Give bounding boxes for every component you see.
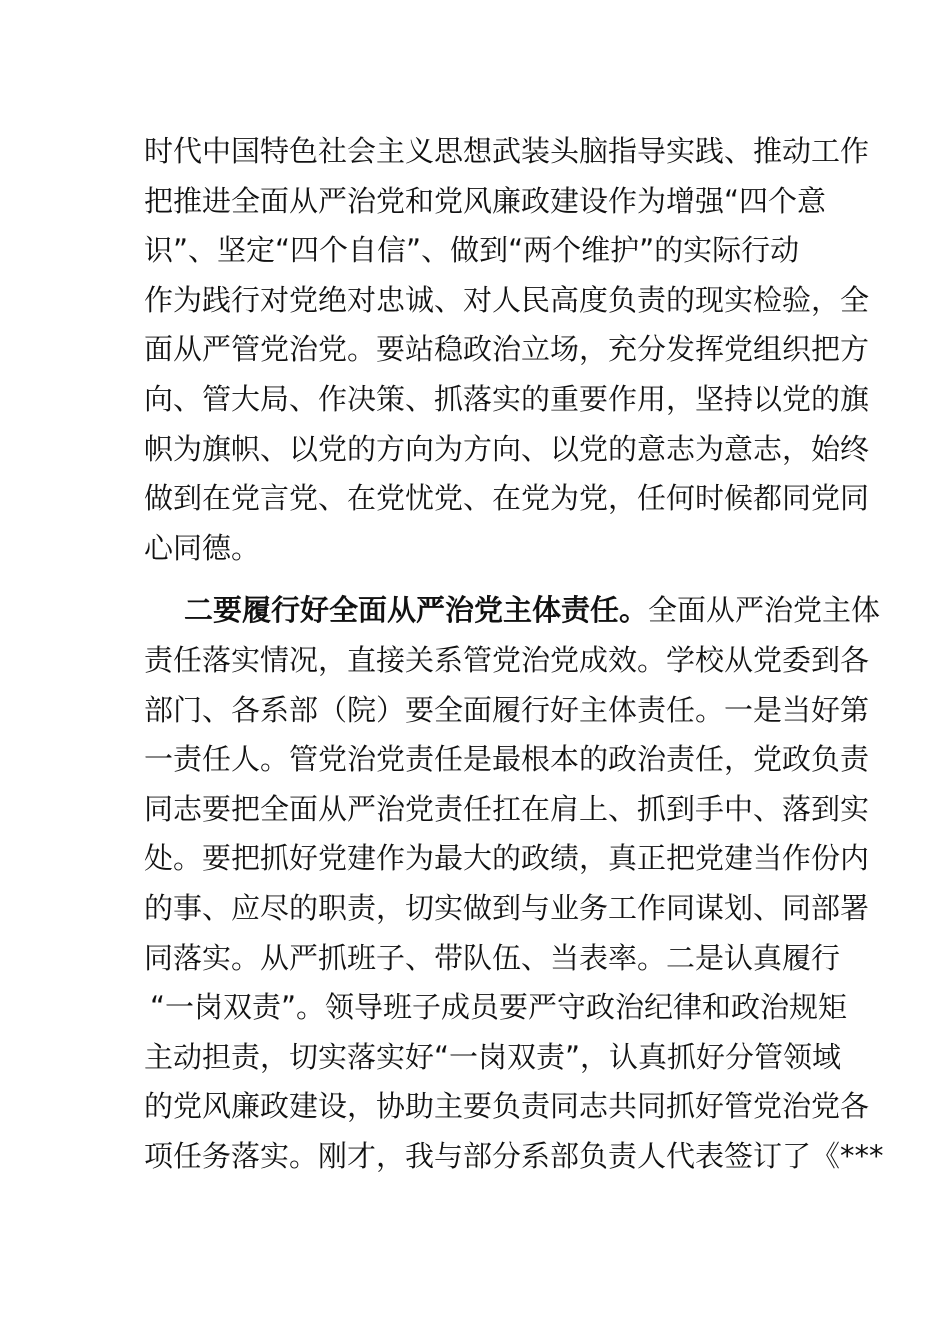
text-line: 向、管大局、作决策、抓落实的重要作用，坚持以党的旗 bbox=[144, 381, 870, 416]
text-line: 心同德。 bbox=[144, 530, 261, 565]
paragraph-first-line bbox=[144, 586, 881, 636]
text-line: “一岗双责”。领导班子成员要严守政治纪律和政治规矩 bbox=[150, 990, 848, 1025]
text-line: 识”、坚定“四个自信”、做到“两个维护”的实际行动 bbox=[144, 233, 800, 268]
body-text bbox=[144, 127, 884, 1181]
text-line: 把推进全面从严治党和党风廉政建设作为增强“四个意 bbox=[144, 183, 827, 218]
text-line: 时代中国特色社会主义思想武装头脑指导实践、推动工作 bbox=[144, 134, 870, 168]
text-line: 同落实。从严抓班子、带队伍、当表率。二是认真履行 bbox=[144, 940, 841, 975]
paragraph-spacer bbox=[144, 573, 808, 586]
text-line: 的党风廉政建设，协助主要负责同志共同抓好管党治党各 bbox=[144, 1089, 870, 1124]
text-line: 的事、应尽的职责，切实做到与业务工作同谋划、同部署 bbox=[144, 890, 870, 925]
text-line: 处。要把抓好党建作为最大的政绩，真正把党建当作份内 bbox=[144, 841, 870, 876]
text-span: 全面从严治党主体 bbox=[648, 593, 881, 628]
text-line: 项任务落实。刚才，我与部分系部负责人代表签订了《*** bbox=[144, 1138, 884, 1173]
text-line: 同志要把全面从严治党责任扛在肩上、抓到手中、落到实 bbox=[144, 791, 870, 826]
text-line: 做到在党言党、在党忧党、在党为党，任何时候都同党同 bbox=[144, 481, 870, 516]
paragraph-heading: 二要履行好全面从严治党主体责任。 bbox=[184, 593, 649, 628]
text-line: 作为践行对党绝对忠诚、对人民高度负责的现实检验，全 bbox=[144, 282, 870, 317]
text-line: 部门、各系部（院）要全面履行好主体责任。一是当好第 bbox=[144, 692, 870, 727]
text-line: 帜为旗帜、以党的方向为方向、以党的意志为意志，始终 bbox=[144, 431, 870, 466]
text-line: 责任落实情况，直接关系管党治党成效。学校从党委到各 bbox=[144, 642, 870, 677]
text-line: 面从严管党治党。要站稳政治立场，充分发挥党组织把方 bbox=[144, 332, 870, 367]
text-line: 主动担责，切实落实好“一岗双责”，认真抓好分管领域 bbox=[144, 1039, 842, 1074]
text-line: 一责任人。管党治党责任是最根本的政治责任，党政负责 bbox=[144, 742, 870, 777]
